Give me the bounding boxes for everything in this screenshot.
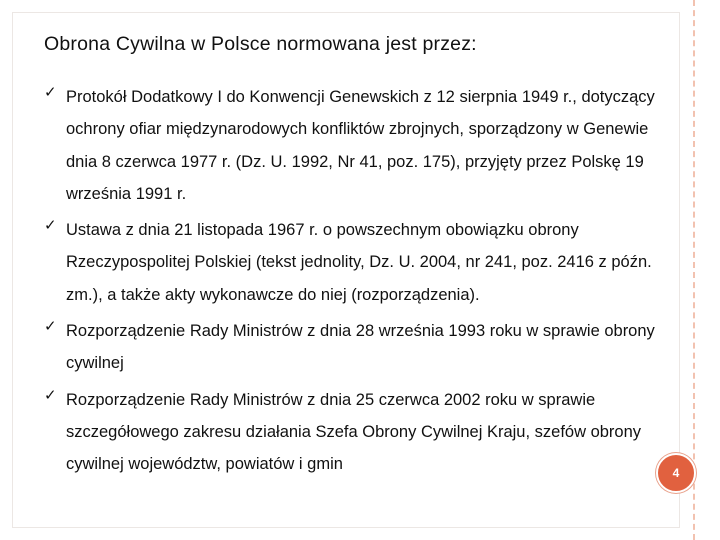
- page-number-badge: 4: [656, 453, 696, 493]
- list-item: [44, 81, 684, 210]
- list-item-text: Rozporządzenie Rady Ministrów z dnia 25 czerwca 2002 roku w sprawie szczegółowego zakresu działania Szefa Obrony Cywilnej Kraju, szefów obrony cywilnej województw, powiatów i gmin: [66, 390, 642, 474]
- check-icon: ✓: [44, 83, 57, 101]
- list-item-text: Rozporządzenie Rady Ministrów z dnia 28 września 1993 roku w sprawie obrony cywilnej: [66, 322, 655, 373]
- check-icon: ✓: [44, 317, 57, 336]
- decorative-dashed-rule: [693, 0, 695, 540]
- slide-title: Obrona Cywilna w Polsce normowana jest przez:: [44, 33, 477, 55]
- list-item: [44, 315, 684, 380]
- list-item-text: Protokół Dodatkowy I do Konwencji Genewskich z 12 sierpnia 1949 r., dotyczący ochrony ofiar międzynarodowych konfliktów zbrojnych, sporządzony w Genewie dnia 8 czerwca 1977 r. (Dz. U. 1992, Nr 41, poz. 175), przyjęty przez Polskę 19 września 1991 r.: [66, 88, 655, 203]
- list-item: [44, 384, 684, 481]
- list-item: [44, 214, 684, 311]
- check-icon: ✓: [44, 216, 57, 235]
- check-icon: ✓: [44, 385, 57, 404]
- list-item-text: Ustawa z dnia 21 listopada 1967 r. o powszechnym obowiązku obrony Rzeczypospolitej Polskiej (tekst jednolity, Dz. U. 2004, nr 241, poz. 2416 z późn. zm.), a także akty wykonawcze do niej (rozporządzenia).: [66, 221, 652, 304]
- bullet-list: [44, 83, 684, 492]
